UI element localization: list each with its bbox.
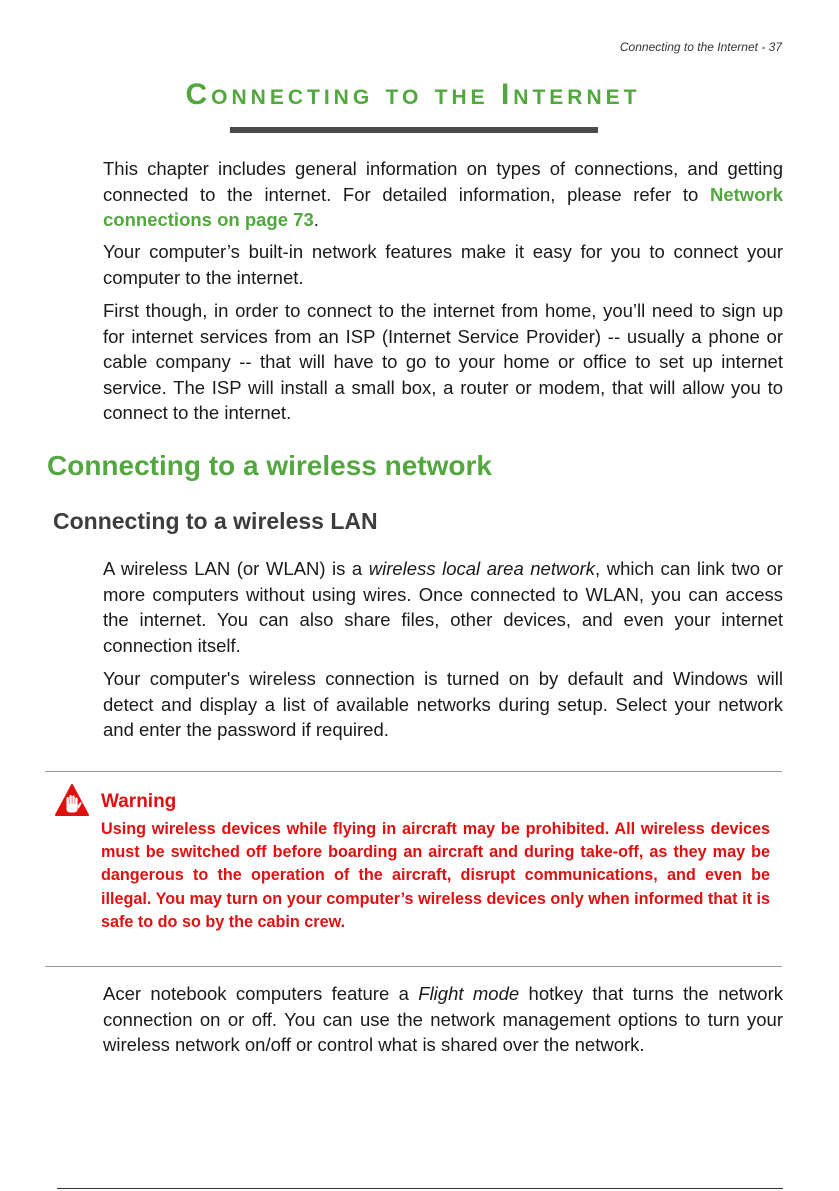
section-subheading: Connecting to a wireless LAN bbox=[53, 508, 378, 534]
flight-mode-emphasis: Flight mode bbox=[418, 983, 520, 1004]
section-heading: Connecting to a wireless network bbox=[47, 450, 492, 481]
wlan-paragraph-2: Your computer's wireless connection is turned on by default and Windows will detect and display a list of available networks during setup. Select your network and enter the password if required. bbox=[103, 668, 783, 740]
warning-text: Using wireless devices while flying in aircraft may be prohibited. All wireless devices must be switched off before boarding an aircraft and during take-off, as they may be dangerous to the operation of the aircraft, disrupt communications, and even be illegal. You may turn on your computer’s wireless devices only when informed that it is safe to do so by the cabin crew. bbox=[101, 820, 770, 931]
chapter-title: Connecting to the Internet bbox=[185, 78, 641, 111]
wlan-paragraph-1 bbox=[103, 556, 783, 658]
intro-text: This chapter includes general information on types of connections, and getting connected to the internet. For detailed information, please refer to bbox=[103, 158, 783, 205]
intro-text-end: . bbox=[313, 209, 319, 230]
flight-mode-paragraph bbox=[103, 981, 783, 1058]
network-connections-link[interactable]: Network connections on page 73 bbox=[103, 183, 783, 230]
intro-paragraph-1 bbox=[103, 156, 783, 233]
running-header: Connecting to the Internet - 37 bbox=[619, 40, 782, 54]
footer-rule bbox=[57, 1188, 783, 1189]
wlan-text-end: , which can link two or more computers without using wires. Once connected to WLAN, you can access the internet. You can also share files, other devices, and even your internet connection itself. bbox=[103, 558, 783, 656]
warning-box bbox=[45, 771, 782, 967]
intro-paragraph-2: Your computer’s built-in network features make it easy for you to connect your computer to the internet. bbox=[103, 241, 783, 288]
warning-hand-icon bbox=[55, 784, 89, 818]
flight-text: Acer notebook computers feature a bbox=[103, 983, 419, 1004]
title-rule bbox=[230, 127, 598, 133]
warning-title: Warning bbox=[101, 791, 177, 812]
flight-text-end: hotkey that turns the network connection on or off. You can use the network management options to turn your wireless network on/off or control what is shared over the network. bbox=[103, 983, 783, 1055]
intro-paragraph-3: First though, in order to connect to the internet from home, you’ll need to sign up for internet services from an ISP (Internet Service Provider) -- usually a phone or cable company -- that will have to go to your home or office to set up internet service. The ISP will install a small box, a router or modem, that will allow you to connect to the internet. bbox=[103, 300, 783, 423]
wlan-text: A wireless LAN (or WLAN) is a bbox=[103, 558, 369, 579]
wlan-emphasis: wireless local area network bbox=[368, 558, 596, 579]
